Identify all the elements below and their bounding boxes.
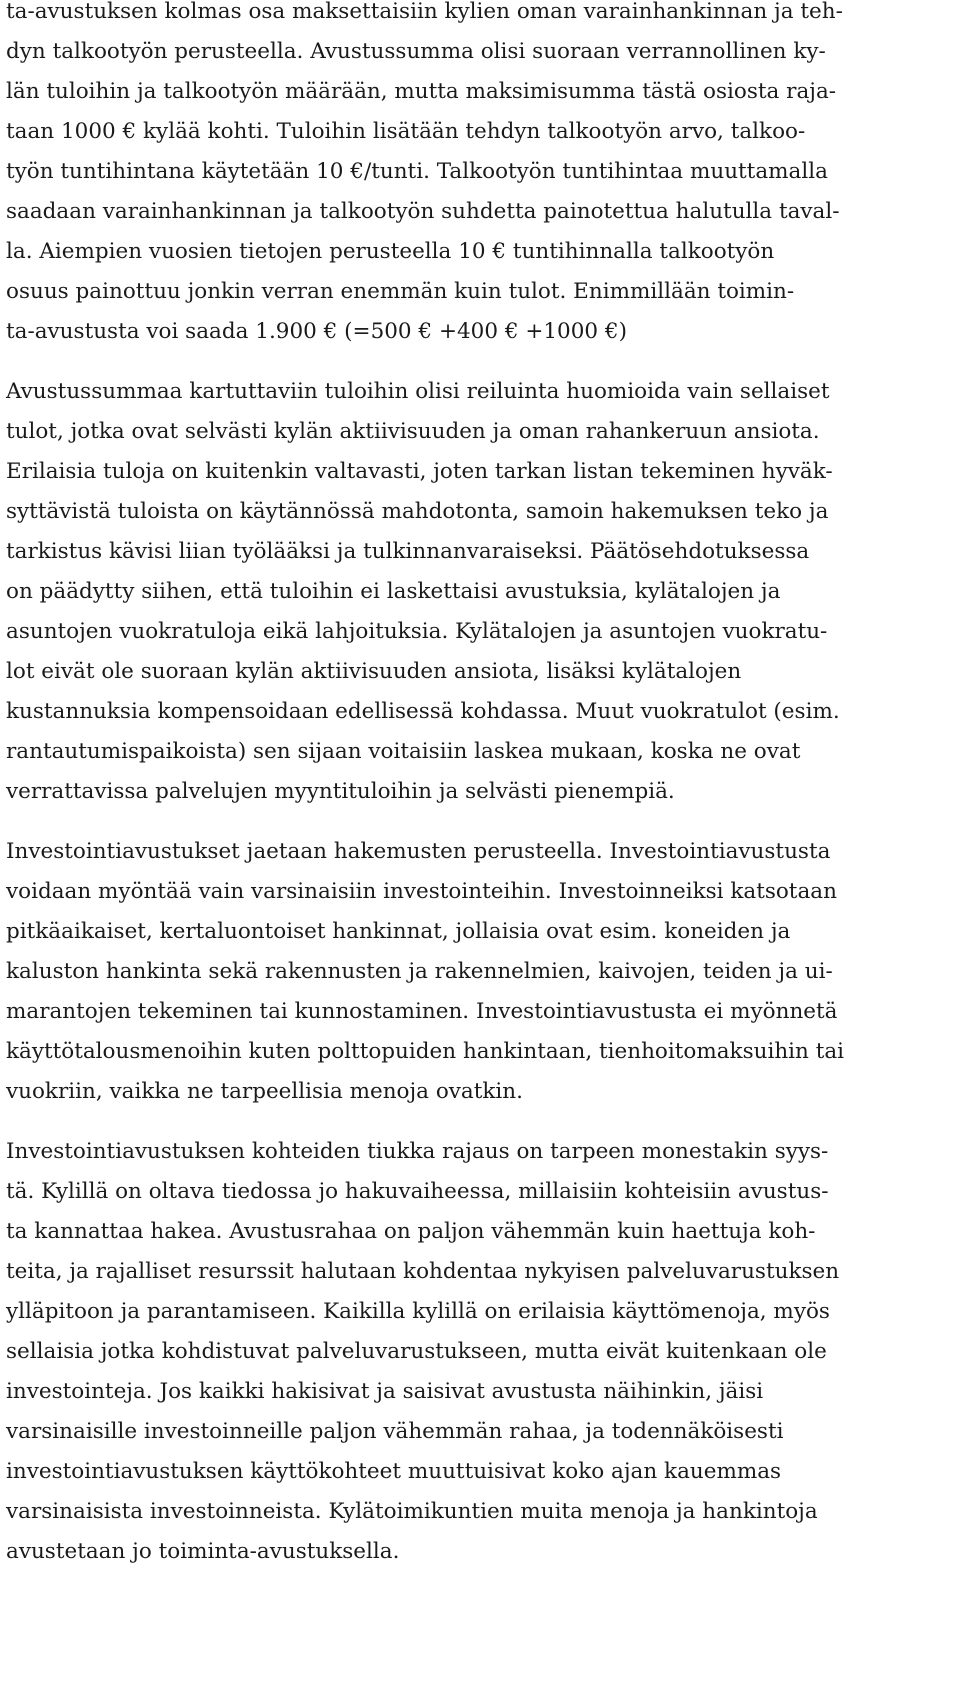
text-line: investointeja. Jos kaikki hakisivat ja saisivat avustusta näihinkin, jäisi xyxy=(6,1379,764,1404)
text-line: syttävistä tuloista on käytännössä mahdotonta, samoin hakemuksen teko ja xyxy=(6,499,829,524)
text-line: sellaisia jotka kohdistuvat palveluvarustukseen, mutta eivät kuitenkaan ole xyxy=(6,1339,827,1364)
text-line: varsinaisista investoinneista. Kylätoimikuntien muita menoja ja hankintoja xyxy=(6,1499,818,1524)
text-line: ta kannattaa hakea. Avustusrahaa on paljon vähemmän kuin haettuja koh- xyxy=(6,1219,816,1244)
text-line: Investointiavustukset jaetaan hakemusten perusteella. Investointiavustusta xyxy=(6,839,831,864)
text-line: Avustussummaa kartuttaviin tuloihin olisi reiluinta huomioida vain sellaiset xyxy=(6,379,830,404)
text-line: ta-avustuksen kolmas osa maksettaisiin kylien oman varainhankinnan ja teh- xyxy=(6,0,843,24)
text-line: teita, ja rajalliset resurssit halutaan kohdentaa nykyisen palveluvarustuksen xyxy=(6,1259,840,1284)
text-line: Erilaisia tuloja on kuitenkin valtavasti, joten tarkan listan tekeminen hyväk- xyxy=(6,459,833,484)
text-line: rantautumispaikoista) sen sijaan voitaisiin laskea mukaan, koska ne ovat xyxy=(6,739,801,764)
text-line: asuntojen vuokratuloja eikä lahjoituksia. Kylätalojen ja asuntojen vuokratu- xyxy=(6,619,828,644)
text-line: voidaan myöntää vain varsinaisiin investointeihin. Investoinneiksi katsotaan xyxy=(6,879,837,904)
text-line: län tuloihin ja talkootyön määrään, mutta maksimisumma tästä osiosta raja- xyxy=(6,79,837,104)
text-line: työn tuntihintana käytetään 10 €/tunti. Talkootyön tuntihintaa muuttamalla xyxy=(6,159,828,184)
text-line: käyttötalousmenoihin kuten polttopuiden hankintaan, tienhoitomaksuihin tai xyxy=(6,1039,845,1064)
text-line: kustannuksia kompensoidaan edellisessä kohdassa. Muut vuokratulot (esim. xyxy=(6,699,840,724)
text-line: dyn talkootyön perusteella. Avustussumma olisi suoraan verrannollinen ky- xyxy=(6,39,826,64)
text-line: pitkäaikaiset, kertaluontoiset hankinnat, jollaisia ovat esim. koneiden ja xyxy=(6,919,791,944)
text-line: tä. Kylillä on oltava tiedossa jo hakuvaiheessa, millaisiin kohteisiin avustus- xyxy=(6,1179,829,1204)
text-line: lot eivät ole suoraan kylän aktiivisuuden ansiota, lisäksi kylätalojen xyxy=(6,659,742,684)
text-line: osuus painottuu jonkin verran enemmän kuin tulot. Enimmillään toimin- xyxy=(6,279,795,304)
text-line: tarkistus kävisi liian työlääksi ja tulkinnanvaraiseksi. Päätösehdotuksessa xyxy=(6,539,810,564)
text-line: Investointiavustuksen kohteiden tiukka rajaus on tarpeen monestakin syys- xyxy=(6,1139,829,1164)
text-line: on päädytty siihen, että tuloihin ei laskettaisi avustuksia, kylätalojen ja xyxy=(6,579,781,604)
text-line: investointiavustuksen käyttökohteet muuttuisivat koko ajan kauemmas xyxy=(6,1459,782,1484)
text-line: kaluston hankinta sekä rakennusten ja rakennelmien, kaivojen, teiden ja ui- xyxy=(6,959,833,984)
text-line: verrattavissa palvelujen myyntituloihin ja selvästi pienempiä. xyxy=(6,779,675,804)
text-line: ta-avustusta voi saada 1.900 € (=500 € +400 € +1000 €) xyxy=(6,319,627,344)
text-line: ylläpitoon ja parantamiseen. Kaikilla kylillä on erilaisia käyttömenoja, myös xyxy=(6,1299,830,1324)
text-line: vuokriin, vaikka ne tarpeellisia menoja ovatkin. xyxy=(6,1079,523,1104)
text-line: saadaan varainhankinnan ja talkootyön suhdetta painotettua halutulla taval- xyxy=(6,199,840,224)
text-line: tulot, jotka ovat selvästi kylän aktiivisuuden ja oman rahankeruun ansiota. xyxy=(6,419,820,444)
text-line: taan 1000 € kylää kohti. Tuloihin lisätään tehdyn talkootyön arvo, talkoo- xyxy=(6,119,806,144)
text-line: marantojen tekeminen tai kunnostaminen. Investointiavustusta ei myönnetä xyxy=(6,999,838,1024)
text-line: avustetaan jo toiminta-avustuksella. xyxy=(6,1539,400,1564)
text-line: la. Aiempien vuosien tietojen perusteella 10 € tuntihinnalla talkootyön xyxy=(6,239,775,264)
text-line: varsinaisille investoinneille paljon vähemmän rahaa, ja todennäköisesti xyxy=(6,1419,784,1444)
